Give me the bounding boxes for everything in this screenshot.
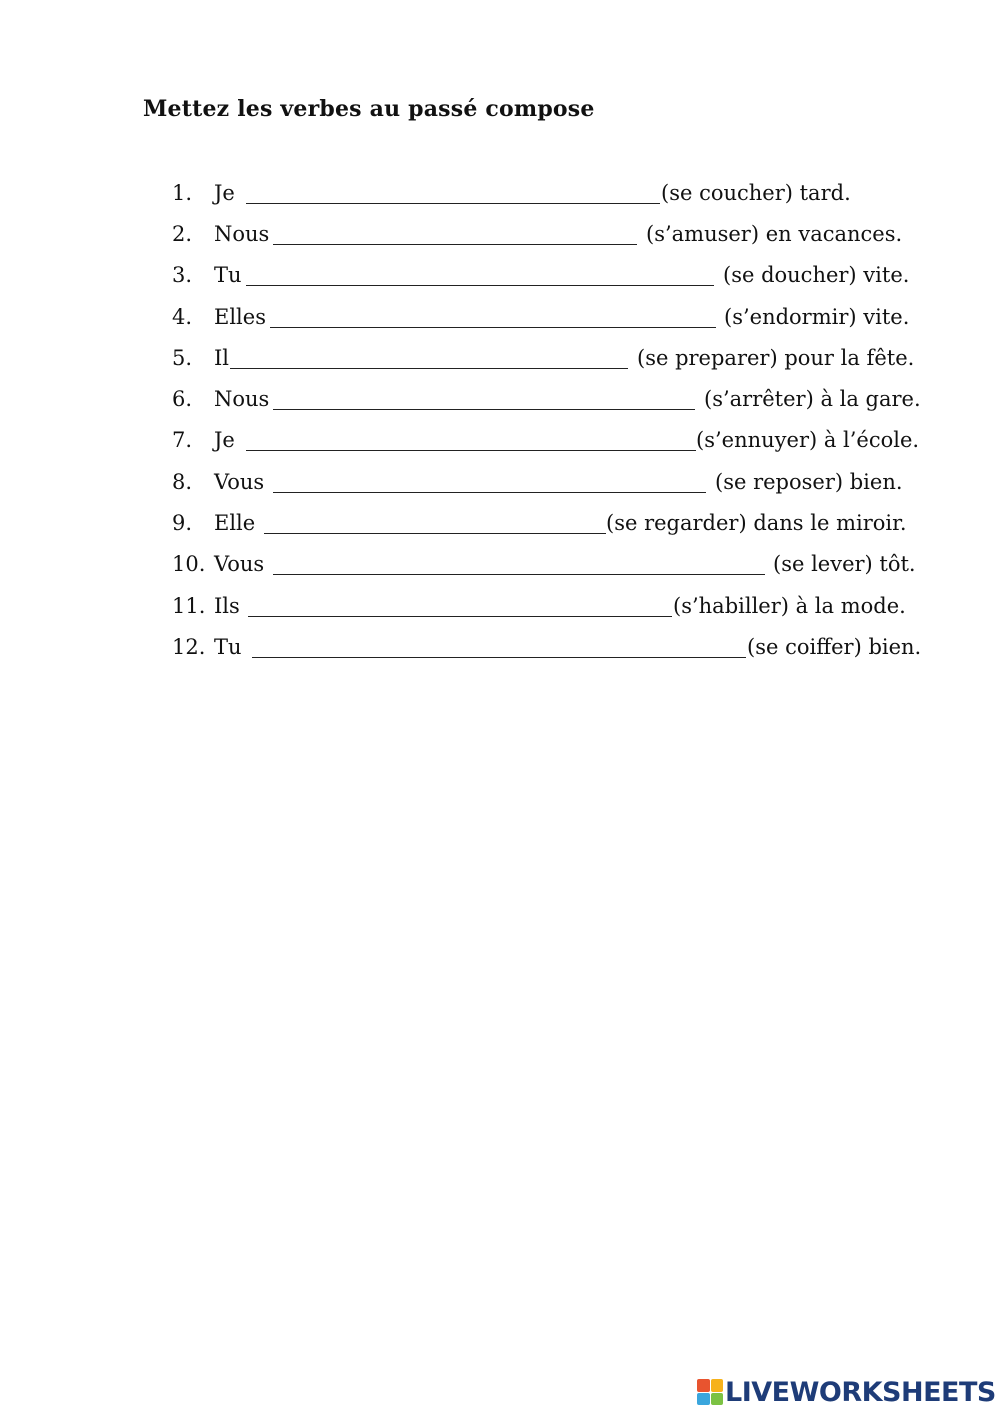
liveworksheets-logo[interactable]	[697, 1377, 996, 1407]
exercise-list	[0, 0, 1000, 700]
item-subject: Nous	[214, 222, 270, 246]
logo-square-blue	[697, 1393, 710, 1406]
item-subject: Tu	[214, 263, 242, 287]
item-verb-hint: (s’arrêter) à la gare.	[704, 387, 921, 411]
item-verb-hint: (s’amuser) en vacances.	[646, 222, 903, 246]
answer-blank[interactable]	[270, 305, 716, 328]
item-number: 6.	[172, 387, 193, 411]
exercise-item	[0, 428, 1000, 458]
answer-blank[interactable]	[230, 346, 628, 369]
exercise-item	[0, 305, 1000, 335]
answer-blank[interactable]	[264, 511, 606, 534]
logo-square-yellow	[711, 1379, 724, 1392]
item-verb-hint: (s’endormir) vite.	[724, 305, 910, 329]
exercise-item	[0, 594, 1000, 624]
item-number: 9.	[172, 511, 193, 535]
item-number: 11.	[172, 594, 206, 618]
item-subject: Nous	[214, 387, 270, 411]
answer-blank[interactable]	[273, 470, 706, 493]
answer-blank[interactable]	[273, 552, 765, 575]
item-number: 1.	[172, 181, 193, 205]
logo-squares-icon	[697, 1379, 723, 1405]
item-verb-hint: (se lever) tôt.	[773, 552, 916, 576]
item-verb-hint: (se regarder) dans le miroir.	[606, 511, 907, 535]
item-verb-hint: (se preparer) pour la fête.	[637, 346, 915, 370]
logo-square-green	[711, 1393, 724, 1406]
item-subject: Il	[214, 346, 230, 370]
item-verb-hint: (se coiffer) bien.	[747, 635, 922, 659]
exercise-item	[0, 635, 1000, 665]
exercise-item	[0, 346, 1000, 376]
item-number: 3.	[172, 263, 193, 287]
item-verb-hint: (s’habiller) à la mode.	[673, 594, 906, 618]
item-number: 10.	[172, 552, 206, 576]
answer-blank[interactable]	[246, 263, 714, 286]
item-subject: Tu	[214, 635, 242, 659]
logo-square-red	[697, 1379, 710, 1392]
item-number: 8.	[172, 470, 193, 494]
item-number: 2.	[172, 222, 193, 246]
answer-blank[interactable]	[246, 181, 660, 204]
item-verb-hint: (se doucher) vite.	[723, 263, 910, 287]
answer-blank[interactable]	[246, 428, 696, 451]
answer-blank[interactable]	[248, 594, 672, 617]
item-subject: Je	[214, 428, 235, 452]
item-number: 7.	[172, 428, 193, 452]
item-subject: Je	[214, 181, 235, 205]
answer-blank[interactable]	[273, 387, 695, 410]
exercise-item	[0, 263, 1000, 293]
exercise-item	[0, 181, 1000, 211]
item-number: 12.	[172, 635, 206, 659]
item-subject: Elles	[214, 305, 266, 329]
exercise-item	[0, 387, 1000, 417]
exercise-item	[0, 511, 1000, 541]
item-subject: Vous	[214, 470, 265, 494]
item-subject: Elle	[214, 511, 256, 535]
exercise-item	[0, 552, 1000, 582]
exercise-item	[0, 470, 1000, 500]
item-subject: Ils	[214, 594, 240, 618]
item-number: 5.	[172, 346, 193, 370]
answer-blank[interactable]	[273, 222, 637, 245]
item-verb-hint: (se coucher) tard.	[661, 181, 851, 205]
brand-name: LIVEWORKSHEETS	[725, 1376, 996, 1408]
item-number: 4.	[172, 305, 193, 329]
exercise-item	[0, 222, 1000, 252]
answer-blank[interactable]	[252, 635, 746, 658]
item-subject: Vous	[214, 552, 265, 576]
worksheet-title: Mettez les verbes au passé compose	[143, 96, 595, 122]
item-verb-hint: (s’ennuyer) à l’école.	[696, 428, 920, 452]
item-verb-hint: (se reposer) bien.	[715, 470, 903, 494]
